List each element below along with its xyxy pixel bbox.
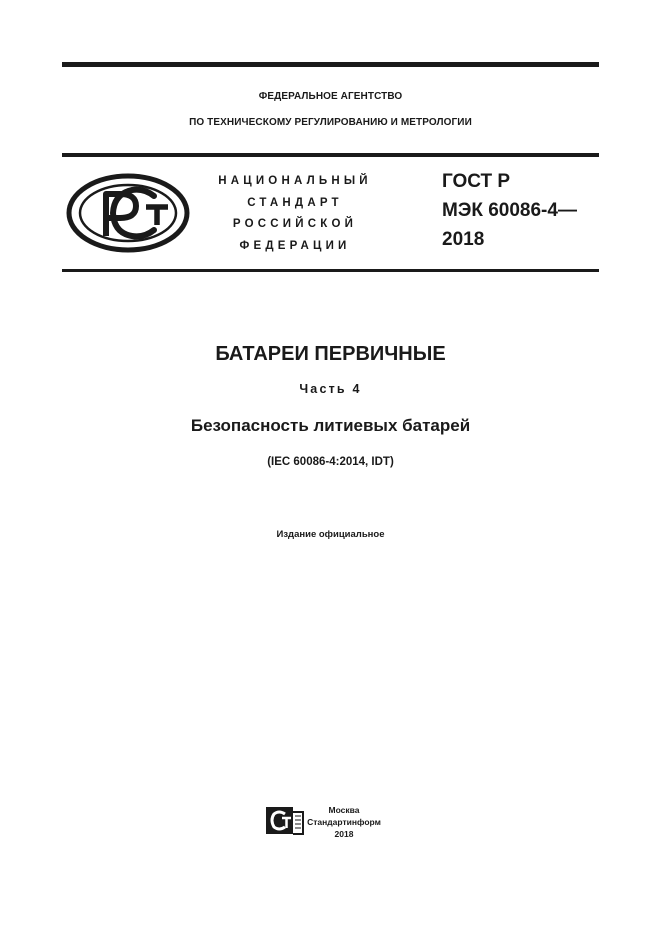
publisher-city: Москва	[328, 805, 360, 815]
standard-type	[206, 171, 384, 257]
standard-type-line-2: СТАНДАРТ	[247, 196, 343, 209]
iec-reference: (IEC 60086-4:2014, IDT)	[267, 456, 394, 468]
designation-line-1: ГОСТ Р	[442, 171, 511, 192]
header-top-rule	[62, 153, 599, 157]
agency-line-1: ФЕДЕРАЛЬНОЕ АГЕНТСТВО	[258, 91, 403, 102]
standard-designation	[442, 167, 602, 254]
agency-line-2: ПО ТЕХНИЧЕСКОМУ РЕГУЛИРОВАНИЮ И МЕТРОЛОГИИ	[189, 117, 472, 128]
top-rule	[62, 62, 599, 67]
publisher-name: Стандартинформ	[307, 817, 381, 827]
standard-type-line-3: РОССИЙСКОЙ	[232, 218, 358, 230]
document-subtitle: Безопасность литиевых батарей	[190, 416, 471, 435]
designation-line-3: 2018	[442, 229, 485, 250]
standard-type-line-1: НАЦИОНАЛЬНЫЙ	[218, 175, 372, 187]
publisher-block	[304, 804, 384, 840]
document-part: Часть 4	[299, 382, 362, 396]
standartinform-logo-icon	[265, 806, 305, 836]
gost-r-logo-icon	[66, 172, 190, 254]
edition-label: Издание официальное	[276, 529, 385, 540]
standard-type-line-4: ФЕДЕРАЦИИ	[239, 239, 351, 252]
header-bottom-rule	[62, 269, 599, 272]
designation-line-2: МЭК 60086-4—	[442, 200, 577, 221]
document-title: БАТАРЕИ ПЕРВИЧНЫЕ	[215, 343, 446, 365]
publisher-year: 2018	[334, 829, 354, 839]
